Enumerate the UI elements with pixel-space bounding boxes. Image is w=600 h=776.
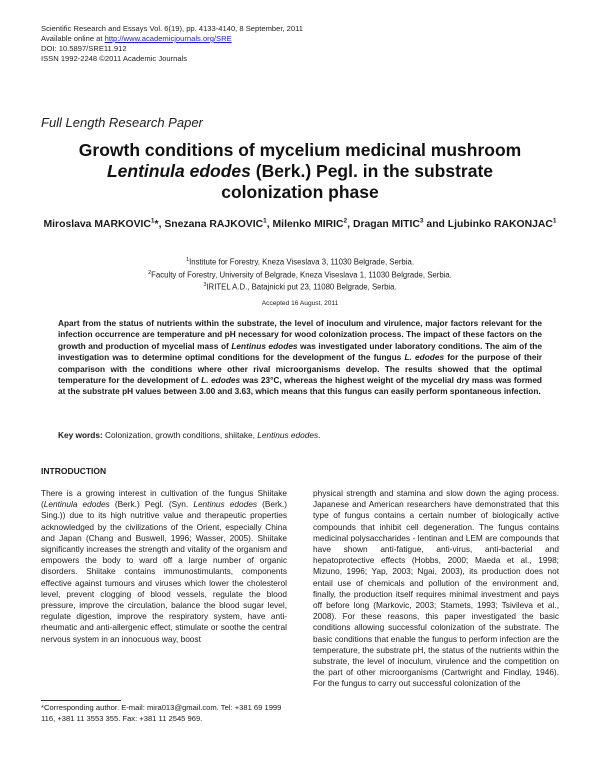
body-column-right: physical strength and stamina and slow down the aging process. Japanese and American researchers have demonstrated that this type of fungus contains a certain number of biologically active compounds that inhibit cell degeneration. The fungus contains medicinal polysaccharides - lentinan and LEM are compounds that have shown anti-fatigue, anti-virus, anti-bacterial and hepatoprotective effects (Hobbs, 2000; Maeda et al., 1998; Mizuno, 1996; Yap, 2003; Ngai, 2003), its production does not entail use of chemicals and pollution of the environment and, finally, the production itself requires minimal investment and pays off before long (Markovic, 2003; Stamets, 1993; Tsivileva et al., 2008). For these reasons, this paper investigated the basic conditions allowing successful colonization of the substrate. The basic conditions that enable the fungus to perform infection are the temperature, the substrate pH, the status of the nutrients within the substrate, the level of inoculum, virulence and the competition on the part of other microorganisms (Cartwright and Findlay, 1946). For the fungus to carry out successful colonization of the xyxy=(313,488,559,689)
abstract: Apart from the status of nutrients within the substrate, the level of inoculum and virulence, major factors relevant for the infection occurrence are temperature and pH necessary for wood colonization process. The impact of these factors on the growth and production of mycelial mass of Lentinus edodes was investigated under laboratory conditions. The aim of the investigation was to determine optimal conditions for the development of the fungus L. edodes for the purpose of their comparison with the conditions where other rival microorganisms develop. The results showed that the optimal temperature for the development of L. edodes was 23°C, whereas the highest weight of the mycelial dry mass was formed at the substrate pH values between 3.00 and 3.63, which means that this fungus can easily perform spontaneous infection. xyxy=(58,318,542,397)
availability-line: Available online at http://www.academicjournals.org/SRE xyxy=(41,34,232,43)
section-heading-introduction: INTRODUCTION xyxy=(41,466,107,476)
author-list xyxy=(40,215,560,232)
species-name: Lentinula edodes xyxy=(106,161,251,181)
author: Miroslava MARKOVIC$^1$*, xyxy=(43,218,165,231)
issn-line: ISSN 1992-2248 ©2011 Academic Journals xyxy=(41,54,188,63)
affiliation: $^2$Faculty of Forestry, University of Belgrade, Kneza Viseslava 1, 11030 Belgrade, Serbia. xyxy=(148,269,452,280)
article-type-label: Full Length Research Paper xyxy=(41,115,203,130)
keywords: Key words: Colonization, growth conditions, shiitake, Lentinus edodes. xyxy=(58,430,321,440)
author: Milenko MIRIC$^2$, xyxy=(272,218,353,231)
body-column-left: There is a growing interest in cultivation of the fungus Shiitake (Lentinula edodes (Berk.) Pegl. (Syn. Lentinus edodes (Berk.) Sing.)) due to its high nutritive value and therapeutic properties acknowledged by the civilizations of the Orient, especially China and Japan (Chang and Buswell, 1996; Wasser, 2005). Shiitake significantly increases the strength and vitality of the organism and empowers the body to ward off a large number of organic disorders. Shiitake contains immunostimulants, components effective against tumours and viruses which lower the cholesterol level, prevent clogging of blood vessels, regulate the blood pressure, improve the circulation, balance the blood sugar level, regulate digestion, improve the respiratory system, have anti-rheumatic and anti-allergenic effect, stimulate or soothe the central nervous system in an innocuous way, boost xyxy=(41,488,288,644)
corresponding-author-footnote: *Corresponding author. E-mail: mira013@gmail.com. Tel: +381 69 1999 116, +381 11 3553 355. Fax: +381 11 2545 969. xyxy=(41,703,282,723)
keywords-label: Key words: xyxy=(58,430,103,440)
affiliation: $^1$Institute for Forestry, Kneza Viseslava 3, 11030 Belgrade, Serbia. xyxy=(186,257,414,267)
author: Dragan MITIC$^3$ and xyxy=(352,218,448,231)
doi-line: DOI: 10.5897/SRE11.912 xyxy=(41,44,127,53)
journal-header xyxy=(41,24,303,64)
journal-citation: Scientific Research and Essays Vol. 6(19), pp. 4133-4140, 8 September, 2011 xyxy=(41,24,304,33)
paper-title: Growth conditions of mycelium medicinal mushroom Lentinula edodes (Berk.) Pegl. in the substrate colonization phase xyxy=(78,140,522,202)
affiliation: $^3$IRITEL A.D., Batajnicki put 23, 11080 Belgrade, Serbia. xyxy=(203,282,397,292)
journal-link[interactable]: http://www.academicjournals.org/SRE xyxy=(104,34,232,43)
author: Ljubinko RAKONJAC$^1$ xyxy=(447,218,557,231)
author: Snezana RAJKOVIC$^1$, xyxy=(164,218,273,231)
footnote-divider xyxy=(41,700,121,701)
affiliations xyxy=(40,255,560,293)
accepted-date: Accepted 16 August, 2011 xyxy=(261,300,339,307)
